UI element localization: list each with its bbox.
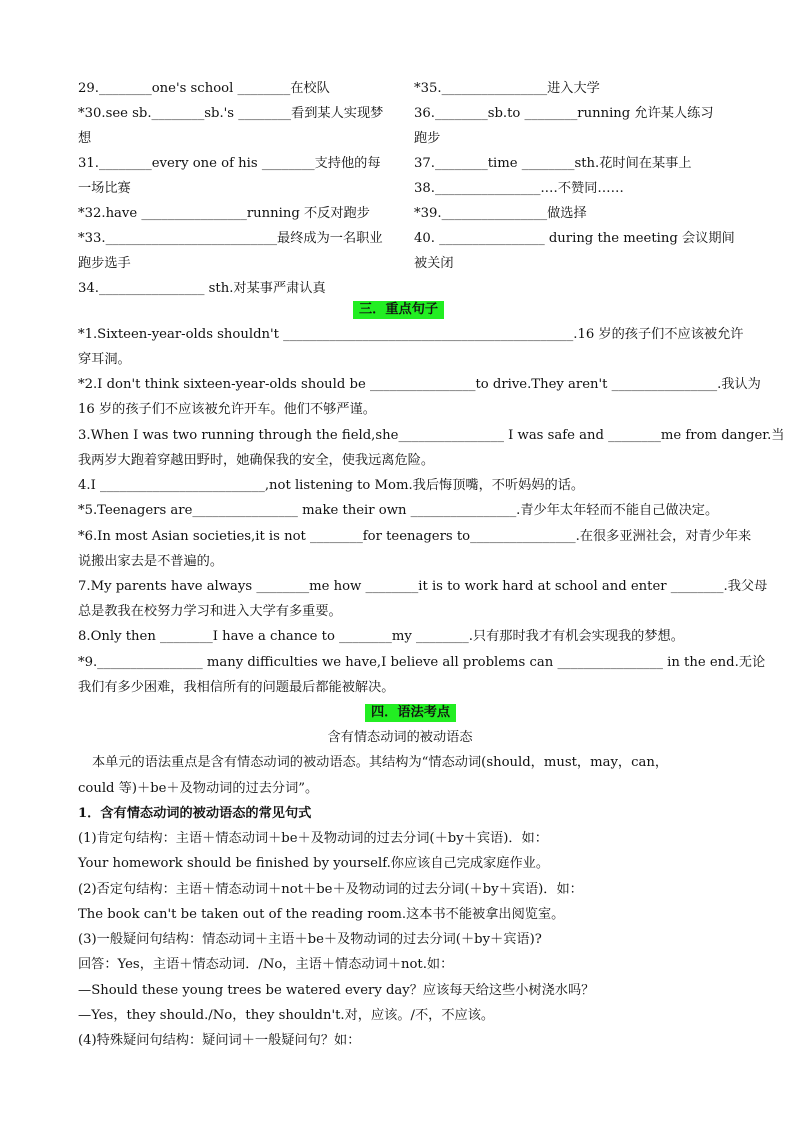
vocab-left-column [78,76,398,301]
grammar-negative-example: The book can't be taken out of the reading room.这本书不能被拿出阅览室。 [78,907,565,922]
sentence-2: *2.I don't think sixteen-year-olds should be ________________to drive.They aren't ________________.我认为 [78,377,761,392]
sentence-8: 8.Only then ________I have a chance to ________my ________.只有那时我才有机会实现我的梦想。 [78,629,684,644]
vocab-item-31-cont: 一场比赛 [78,181,131,196]
grammar-negative: (2)否定句结构：主语＋情态动词＋not＋be＋及物动词的过去分词(＋by＋宾语)．如： [78,882,583,897]
vocab-item-34: 34.________________ sth.对某事严肃认真 [78,281,326,296]
vocab-item-40-cont: 被关闭 [414,256,454,271]
grammar-affirmative: (1)肯定句结构：主语＋情态动词＋be＋及物动词的过去分词(＋by＋宾语)．如： [78,831,548,846]
vocab-item-31: 31.________every one of his ________支持他的每 [78,156,381,171]
vocab-item-33: *33.__________________________最终成为一名职业 [78,231,383,246]
sentence-2-cont: 16 岁的孩子们不应该被允许开车。他们不够严谨。 [78,402,376,417]
sentence-5: *5.Teenagers are________________ make their own ________________.青少年太年轻而不能自己做决定。 [78,503,719,518]
vocab-item-33-cont: 跑步选手 [78,256,131,271]
vocab-item-32: *32.have ________________running 不反对跑步 [78,206,370,221]
section3-heading: 三．重点句子 [353,301,444,319]
grammar-question-example: —Should these young trees be watered every day？应该每天给这些小树浇水吗？ [78,983,595,998]
vocab-item-35: *35.________________进入大学 [414,81,600,96]
sentence-4: 4.I _________________________,not listening to Mom.我后悔顶嘴，不听妈妈的话。 [78,478,585,493]
grammar-affirmative-example: Your homework should be finished by yourself.你应该自己完成家庭作业。 [78,856,550,871]
grammar-special-question: (4)特殊疑问句结构：疑问词＋一般疑问句？如： [78,1033,361,1048]
sentence-1-cont: 穿耳洞。 [78,352,131,367]
grammar-intro: 本单元的语法重点是含有情态动词的被动语态。其结构为“情态动词(should，must，may，can， [92,755,669,770]
vocab-item-30-cont: 想 [78,131,92,146]
grammar-question-answer: 回答：Yes，主语＋情态动词．/No，主语＋情态动词＋not.如： [78,957,454,972]
section4-heading: 四．语法考点 [365,704,456,722]
sentence-7: 7.My parents have always ________me how ________it is to work hard at school and enter ________.我父母 [78,579,768,594]
vocab-item-30: *30.see sb.________sb.'s ________看到某人实现梦 [78,106,384,121]
vocab-item-37: 37.________time ________sth.花时间在某事上 [414,156,692,171]
vocab-right-column [414,76,734,276]
vocab-item-38: 38.________________.…不赞同…… [414,181,624,196]
sentence-1: *1.Sixteen-year-olds shouldn't ____________________________________________.16 岁的孩子们不应该被允许 [78,327,744,342]
grammar-question: (3)一般疑问句结构：情态动词＋主语＋be＋及物动词的过去分词(＋by＋宾语)? [78,932,542,947]
grammar-point-1: 1．含有情态动词的被动语态的常见句式 [78,806,312,821]
grammar-subtitle: 含有情态动词的被动语态 [327,730,473,745]
vocab-item-39: *39.________________做选择 [414,206,587,221]
sentence-9: *9.________________ many difficulties we have,I believe all problems can ________________ in the end.无论 [78,655,766,670]
sentence-6-cont: 说搬出家去是不普遍的。 [78,554,224,569]
vocab-item-36-cont: 跑步 [414,131,441,146]
vocab-item-40: 40. ________________ during the meeting 会议期间 [414,231,735,246]
grammar-intro-cont: could 等)＋be＋及物动词的过去分词”。 [78,781,319,796]
grammar-question-example-answer: —Yes，they should./No，they shouldn't.对，应该。/不，不应该。 [78,1008,495,1023]
vocab-item-29: 29.________one's school ________在校队 [78,81,330,96]
vocab-item-36: 36.________sb.to ________running 允许某人练习 [414,106,714,121]
sentence-6: *6.In most Asian societies,it is not ________for teenagers to________________.在很多亚洲社会，对青少年来 [78,529,752,544]
sentence-3-cont: 我两岁大跑着穿越田野时，她确保我的安全，使我远离危险。 [78,453,435,468]
sentence-3: 3.When I was two running through the field,she________________ I was safe and ________me from danger.当 [78,428,785,443]
sentence-7-cont: 总是教我在校努力学习和进入大学有多重要。 [78,604,342,619]
sentence-9-cont: 我们有多少困难，我相信所有的问题最后都能被解决。 [78,680,395,695]
